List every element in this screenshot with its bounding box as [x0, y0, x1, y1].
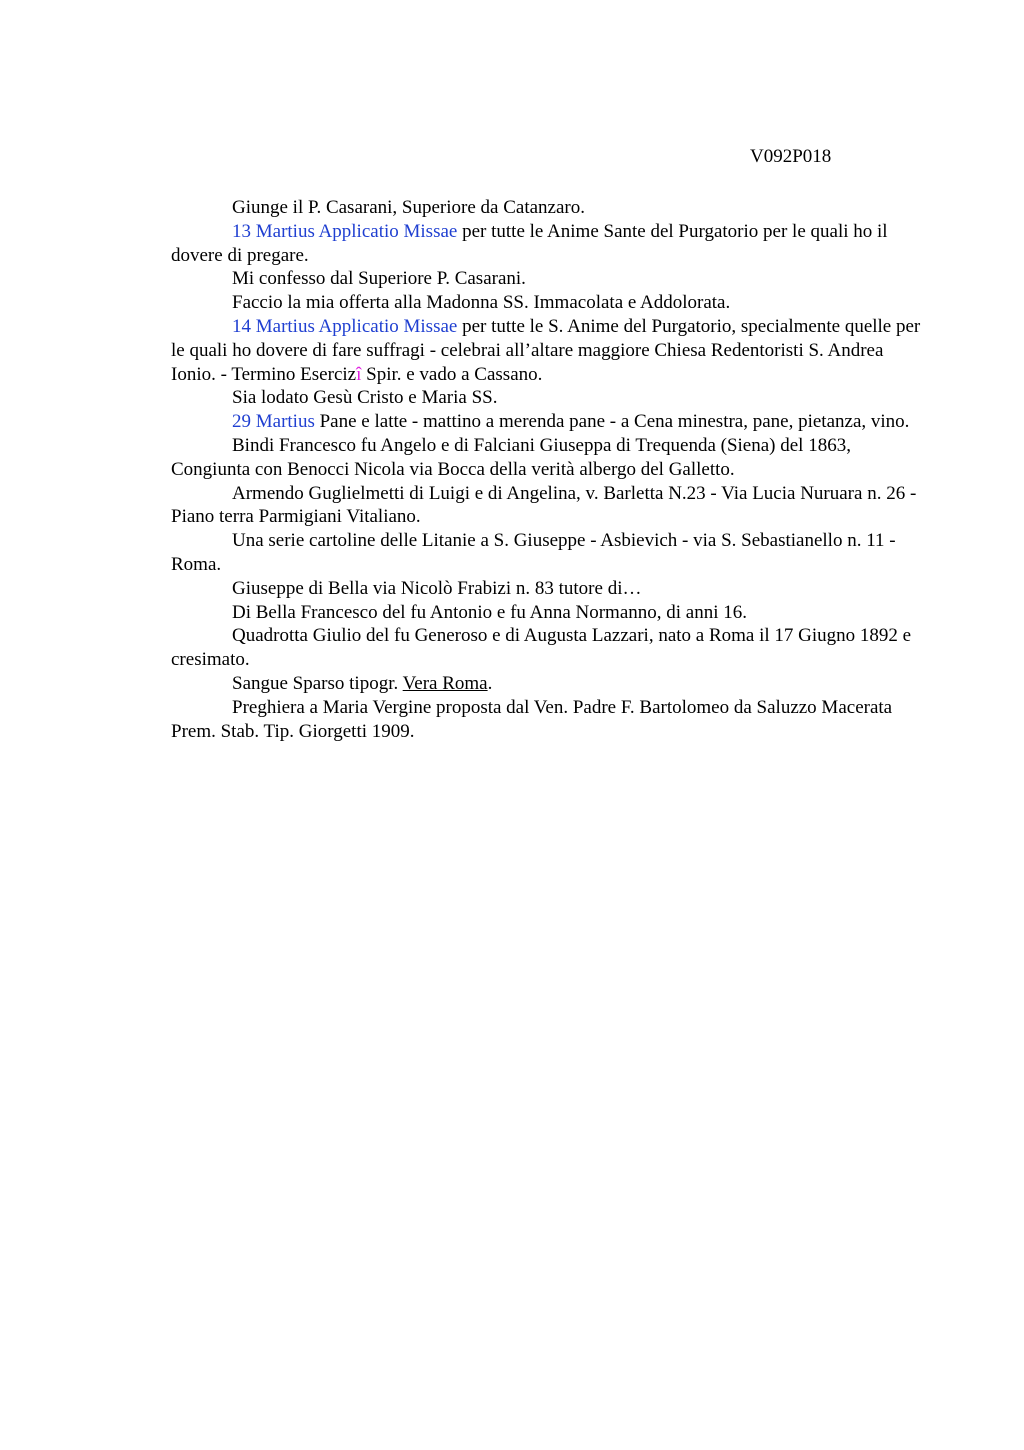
paragraph-text: Spir. e vado a Cassano.: [361, 363, 543, 385]
paragraph-text: per tutte le Anime Sante del Purgatorio per le quali ho il dovere di pregare.: [171, 220, 888, 266]
paragraph: [171, 220, 931, 268]
entry-date-label: 29 Martius: [232, 411, 315, 433]
entry-date-label: 13 Martius Applicatio Missae: [232, 220, 458, 242]
paragraph: [171, 315, 931, 386]
paragraph: [171, 196, 931, 220]
paragraph-text: Bindi Francesco fu Angelo e di Falciani Giuseppa di Trequenda (Siena) del 1863, Congiunta con Benocci Nicola via Bocca della verità albergo del Galletto.: [171, 434, 851, 480]
entry-date-label: 14 Martius Applicatio Missae: [232, 315, 458, 337]
paragraph-text: Sia lodato Gesù Cristo e Maria SS.: [232, 387, 498, 409]
paragraph: [171, 267, 931, 291]
paragraph-text: Faccio la mia offerta alla Madonna SS. Immacolata e Addolorata.: [232, 292, 731, 314]
paragraph-text: î: [356, 363, 362, 385]
paragraph: [171, 434, 931, 482]
paragraph: [171, 410, 931, 434]
paragraph-text: Giunge il P. Casarani, Superiore da Catanzaro.: [232, 197, 585, 218]
paragraph: [171, 529, 931, 577]
paragraph-text: Di Bella Francesco del fu Antonio e fu Anna Normanno, di anni 16.: [232, 601, 748, 623]
paragraph: [171, 672, 931, 696]
paragraph-text: Preghiera a Maria Vergine proposta dal Ven. Padre F. Bartolomeo da Saluzzo Macerata Prem. Stab. Tip. Giorgetti 1909.: [171, 696, 893, 742]
paragraph: [171, 624, 931, 672]
paragraph: [171, 577, 931, 601]
paragraph: [171, 291, 931, 315]
paragraph-text: Armendo Guglielmetti di Luigi e di Angelina, v. Barletta N.23 - Via Lucia Nuruara n. 26 - Piano terra Parmigiani Vitaliano.: [171, 482, 917, 528]
page-reference: V092P018: [750, 146, 832, 167]
paragraph-text: Una serie cartoline delle Litanie a S. Giuseppe - Asbievich - via S. Sebastianello n. 11 - Roma.: [171, 530, 896, 575]
paragraph-text: Mi confesso dal Superiore P. Casarani.: [232, 268, 526, 290]
paragraph-text: Quadrotta Giulio del fu Generoso e di Augusta Lazzari, nato a Roma il 17 Giugno 1892 e cresimato.: [171, 625, 912, 671]
paragraph: [171, 601, 931, 625]
paragraph-text: Giuseppe di Bella via Nicolò Frabizi n. 83 tutore di…: [232, 577, 642, 599]
paragraph-text: Sangue Sparso tipogr.: [232, 672, 403, 694]
paragraph: [171, 386, 931, 410]
paragraph: [171, 482, 931, 530]
paragraph-text: Pane e latte - mattino a merenda pane - a Cena minestra, pane, pietanza, vino.: [314, 411, 910, 433]
paragraph-text: Vera Roma: [402, 672, 488, 694]
paragraph: [171, 696, 931, 744]
document-body: [171, 196, 931, 743]
paragraph-text: .: [487, 672, 493, 694]
paragraph-text: per tutte le S. Anime del Purgatorio, specialmente quelle per le quali ho dovere di fare suffragi - celebrai all’altare maggiore Chiesa Redentoristi S. Andrea Ionio. - Termino Eserciz: [171, 315, 921, 385]
